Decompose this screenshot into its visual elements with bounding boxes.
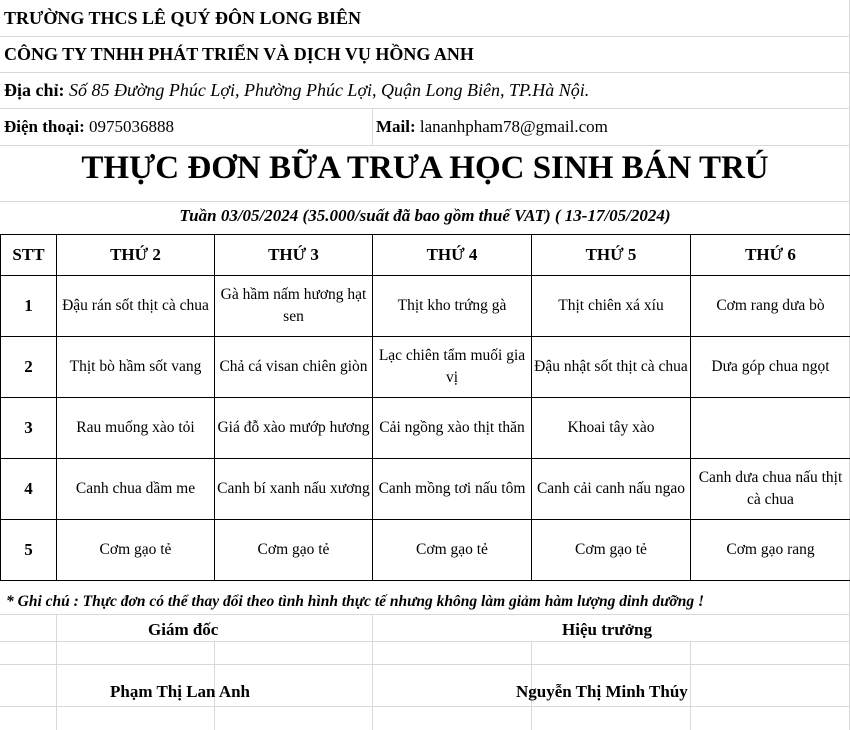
table-header-row	[1, 235, 850, 276]
gridline	[372, 614, 373, 730]
row-number: 2	[1, 337, 57, 398]
dish-cell: Cơm gạo rang	[691, 520, 850, 581]
principal-name: Nguyễn Thị Minh Thúy	[516, 682, 688, 701]
phone-label: Điện thoại:	[4, 117, 85, 136]
dish-cell: Rau muống xào tỏi	[57, 398, 215, 459]
dish-cell: Cơm gạo tẻ	[215, 520, 373, 581]
phone-line	[4, 117, 174, 137]
director-name: Phạm Thị Lan Anh	[110, 682, 251, 701]
row-number: 1	[1, 276, 57, 337]
gridline	[0, 706, 850, 707]
gridline	[0, 614, 850, 615]
row-number: 5	[1, 520, 57, 581]
header-day: THỨ 5	[532, 235, 691, 276]
header-day: THỨ 4	[373, 235, 532, 276]
company-name: CÔNG TY TNHH PHÁT TRIỂN VÀ DỊCH VỤ HỒNG ANH	[4, 44, 474, 64]
mail-line	[376, 117, 608, 137]
header-day: THỨ 3	[215, 235, 373, 276]
gridline	[372, 108, 373, 145]
header-day: THỨ 2	[57, 235, 215, 276]
dish-cell: Giá đỗ xào mướp hương	[215, 398, 373, 459]
gridline	[690, 641, 691, 730]
table-row	[1, 337, 850, 398]
principal-title: Hiệu trưởng	[562, 620, 652, 639]
dish-cell: Cơm rang dưa bò	[691, 276, 850, 337]
mail-value: lananhpham78@gmail.com	[415, 117, 608, 136]
dish-cell: Thịt kho trứng gà	[373, 276, 532, 337]
phone-value: 0975036888	[84, 117, 174, 136]
gridline	[0, 201, 850, 202]
dish-cell: Lạc chiên tẩm muối gia vị	[373, 337, 532, 398]
dish-cell: Đậu rán sốt thịt cà chua	[57, 276, 215, 337]
dish-cell: Cải ngồng xào thịt thăn	[373, 398, 532, 459]
gridline	[0, 641, 850, 642]
menu-note: * Ghi chú : Thực đơn có thể thay đổi theo tình hình thực tế nhưng không làm giảm hàm lượng dinh dưỡng !	[6, 593, 704, 610]
address-line	[4, 80, 589, 101]
gridline	[0, 72, 850, 73]
row-number: 3	[1, 398, 57, 459]
school-name: TRƯỜNG THCS LÊ QUÝ ĐÔN LONG BIÊN	[4, 8, 362, 28]
dish-cell: Thịt chiên xá xíu	[532, 276, 691, 337]
mail-label: Mail:	[376, 117, 416, 136]
dish-cell: Thịt bò hầm sốt vang	[57, 337, 215, 398]
dish-cell: Cơm gạo tẻ	[373, 520, 532, 581]
table-row	[1, 398, 850, 459]
dish-cell: Canh cải canh nấu ngao	[532, 459, 691, 520]
dish-cell: Chả cá visan chiên giòn	[215, 337, 373, 398]
gridline	[0, 36, 850, 37]
address-value: Số 85 Đường Phúc Lợi, Phường Phúc Lợi, Quận Long Biên, TP.Hà Nội.	[69, 80, 590, 100]
dish-cell: Dưa góp chua ngọt	[691, 337, 850, 398]
gridline	[0, 664, 850, 665]
header-stt: STT	[1, 235, 57, 276]
dish-cell: Khoai tây xào	[532, 398, 691, 459]
page-title: THỰC ĐƠN BỮA TRƯA HỌC SINH BÁN TRÚ	[81, 150, 769, 186]
dish-cell	[691, 398, 850, 459]
header-day: THỨ 6	[691, 235, 850, 276]
gridline	[0, 145, 850, 146]
gridline	[0, 108, 850, 109]
dish-cell: Canh bí xanh nấu xương	[215, 459, 373, 520]
row-number: 4	[1, 459, 57, 520]
dish-cell: Cơm gạo tẻ	[57, 520, 215, 581]
dish-cell: Đậu nhật sốt thịt cà chua	[532, 337, 691, 398]
table-row	[1, 459, 850, 520]
table-row	[1, 520, 850, 581]
director-title: Giám đốc	[148, 620, 219, 639]
table-row	[1, 276, 850, 337]
address-label: Địa chỉ:	[4, 80, 65, 100]
dish-cell: Canh mồng tơi nấu tôm	[373, 459, 532, 520]
week-subtitle: Tuần 03/05/2024 (35.000/suất đã bao gồm thuế VAT) ( 13-17/05/2024)	[179, 206, 671, 225]
dish-cell: Gà hầm nấm hương hạt sen	[215, 276, 373, 337]
gridline	[56, 614, 57, 730]
dish-cell: Cơm gạo tẻ	[532, 520, 691, 581]
dish-cell: Canh dưa chua nấu thịt cà chua	[691, 459, 850, 520]
menu-table	[0, 234, 850, 581]
dish-cell: Canh chua dầm me	[57, 459, 215, 520]
